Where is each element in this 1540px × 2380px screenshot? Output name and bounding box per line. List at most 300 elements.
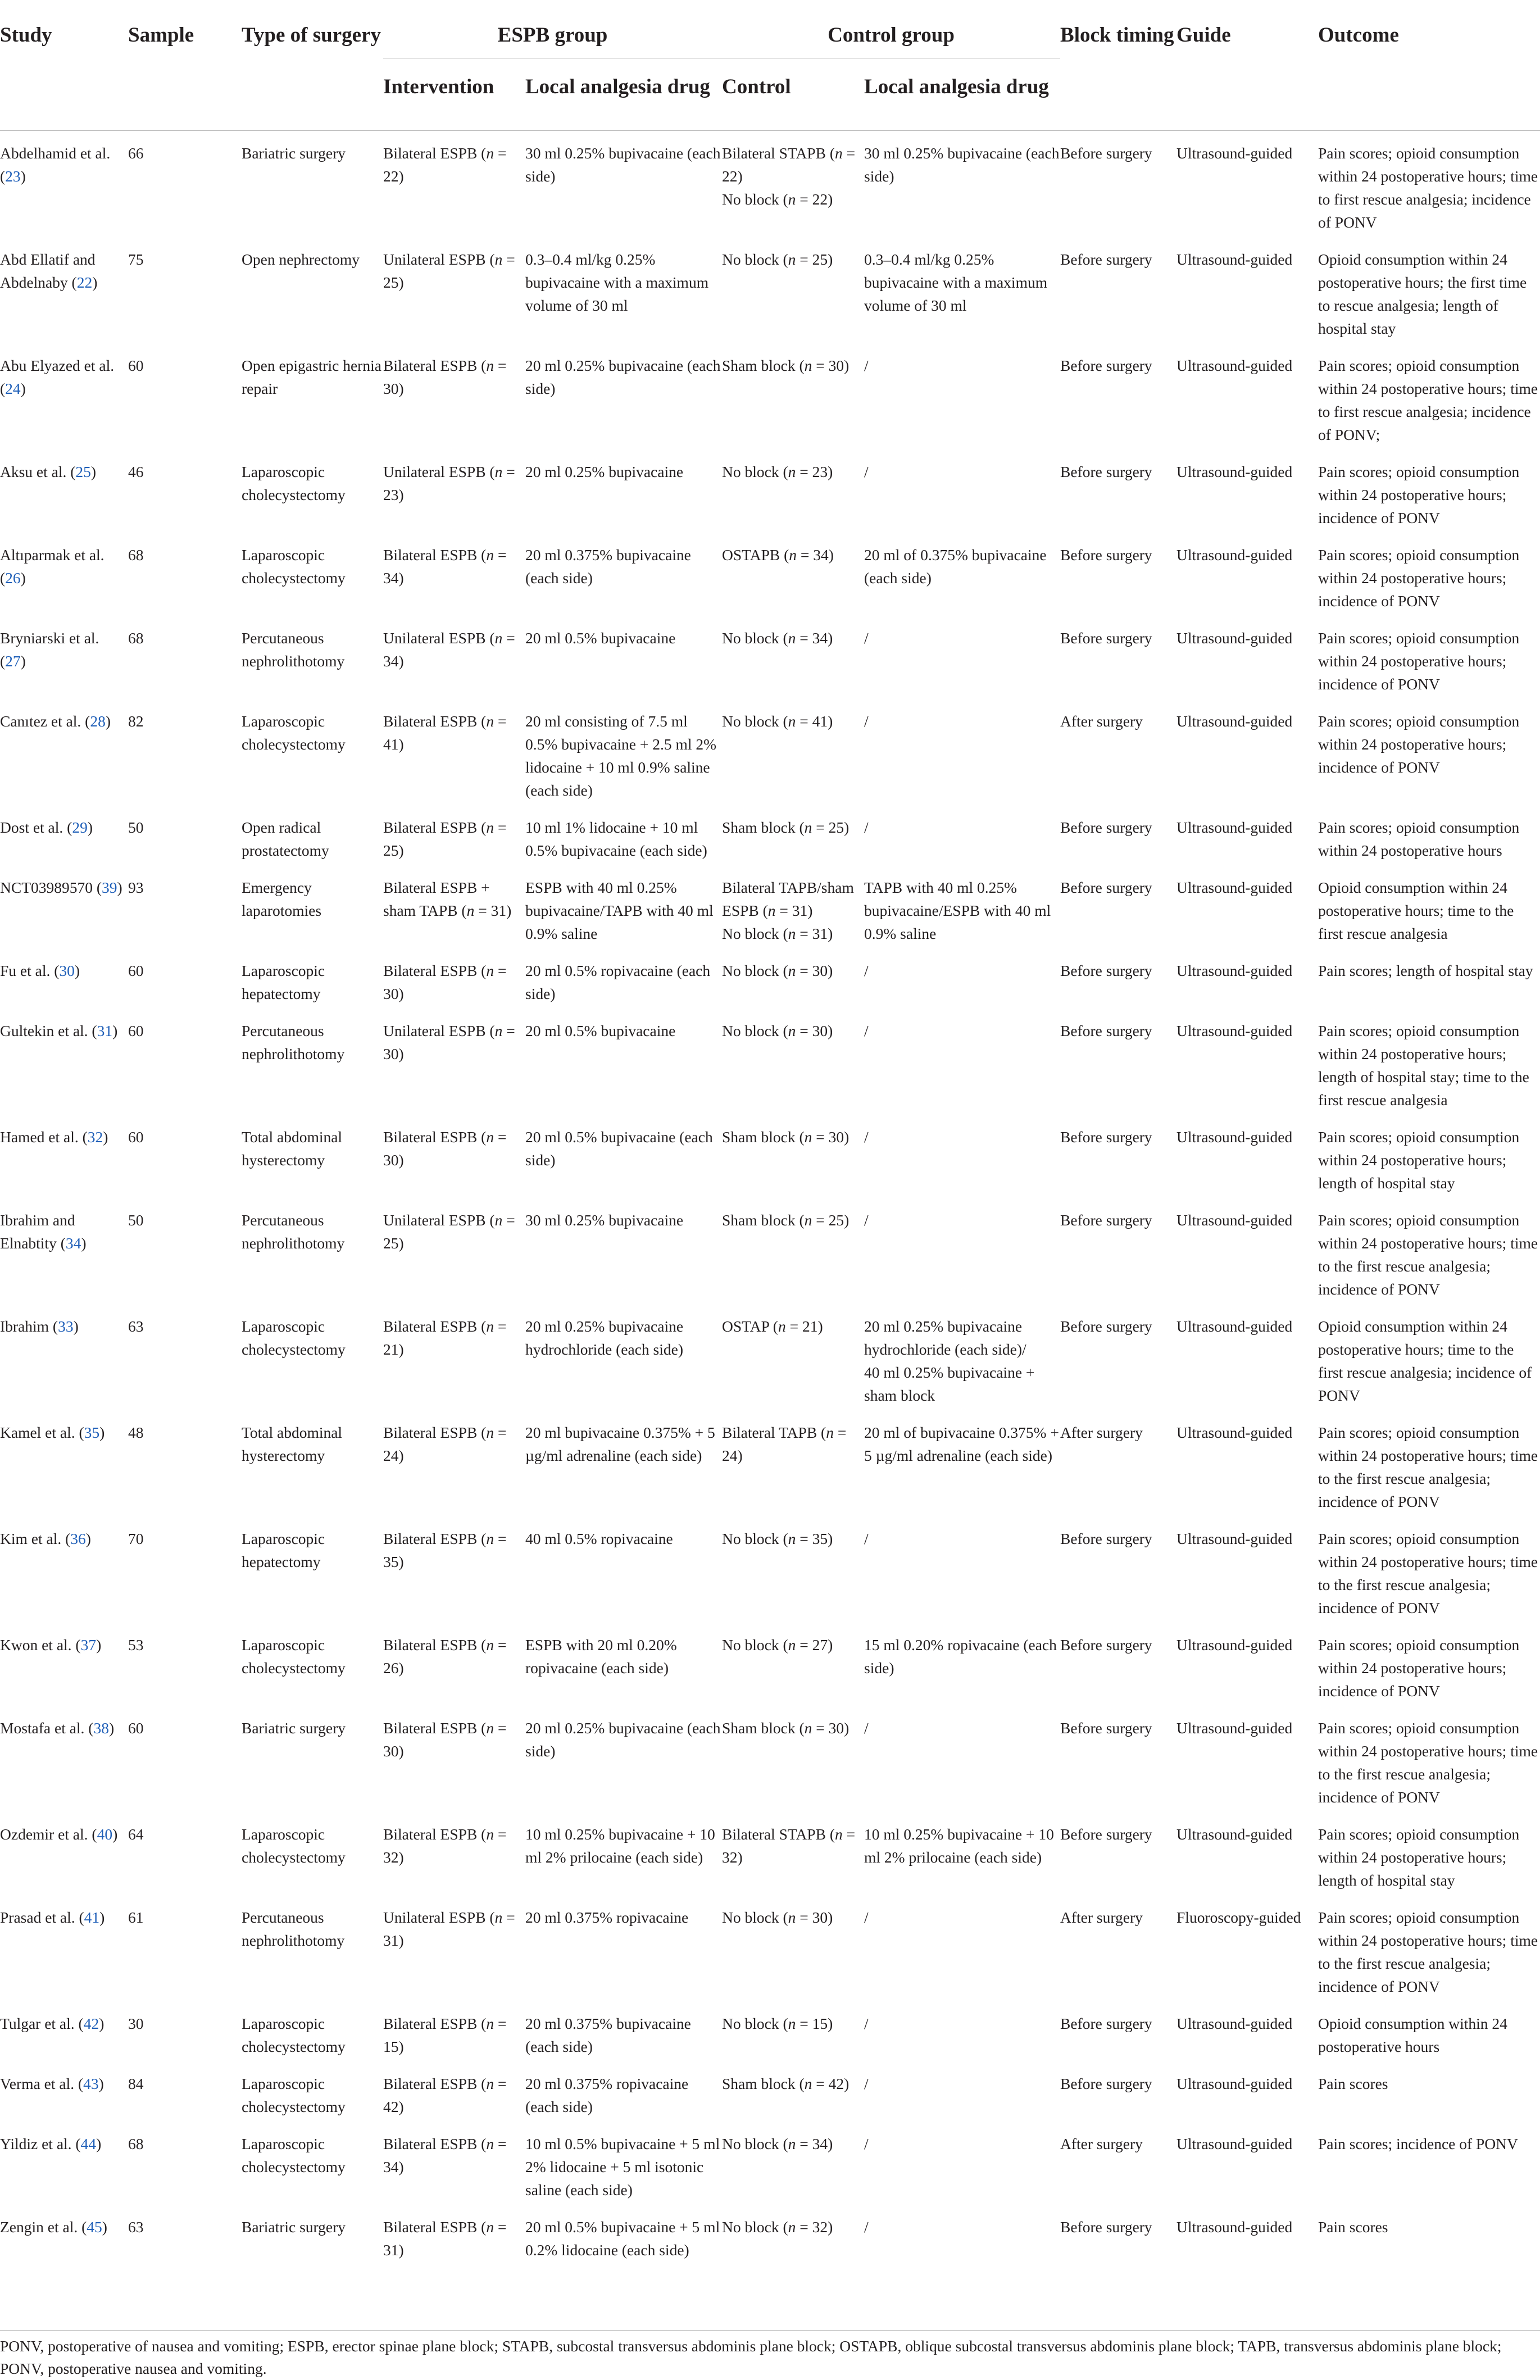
cell-control: Sham block (n = 30) — [722, 1719, 850, 1737]
cell-outcome: Pain scores; opioid consumption within 24 postoperative hours; length of hospital stay — [1318, 1825, 1520, 1889]
cell-study: Kwon et al. (37) — [0, 1636, 102, 1654]
table-row — [0, 1304, 1540, 1410]
cell-sample: 68 — [128, 2134, 144, 2152]
cell-ctrl-drug: / — [864, 629, 869, 647]
cell-timing: Before surgery — [1060, 356, 1152, 374]
cell-type: Bariatric surgery — [242, 1719, 346, 1737]
cell-control: Sham block (n = 25) — [722, 818, 850, 836]
cell-esp-drug: ESPB with 40 ml 0.25% bupivacaine/TAPB with 40 ml 0.9% saline — [525, 878, 714, 942]
cell-type: Bariatric surgery — [242, 144, 346, 162]
cell-esp-drug: 30 ml 0.25% bupivacaine — [525, 1211, 684, 1229]
cell-outcome: Pain scores; opioid consumption within 24 postoperative hours; time to the first rescue analgesia; incidence of PONV — [1318, 1529, 1538, 1616]
table-row — [0, 2001, 1540, 2061]
cell-study: Abu Elyazed et al. (24) — [0, 356, 115, 397]
cell-outcome: Pain scores; length of hospital stay — [1318, 961, 1533, 979]
cell-guide: Ultrasound-guided — [1176, 1211, 1293, 1229]
cell-type: Open epigastric hernia repair — [242, 356, 381, 397]
cell-control: Bilateral TAPB/sham ESPB (n = 31) No block (n = 31) — [722, 878, 854, 942]
cell-esp-drug: 20 ml 0.5% bupivacaine (each side) — [525, 1128, 713, 1169]
cell-guide: Ultrasound-guided — [1176, 356, 1293, 374]
reference-link[interactable]: 42 — [83, 2014, 99, 2032]
cell-sample: 68 — [128, 546, 144, 564]
cell-type: Laparoscopic cholecystectomy — [242, 2014, 346, 2055]
cell-timing: Before surgery — [1060, 878, 1152, 896]
cell-guide: Ultrasound-guided — [1176, 2074, 1293, 2092]
reference-link[interactable]: 41 — [84, 1908, 100, 1926]
table-row — [0, 2205, 1540, 2265]
table-row — [0, 1009, 1540, 1115]
reference-link[interactable]: 43 — [83, 2074, 99, 2092]
cell-ctrl-drug: / — [864, 1719, 869, 1737]
table-row — [0, 2122, 1540, 2205]
cell-ctrl-drug: / — [864, 2218, 869, 2236]
header-study: Study — [0, 0, 128, 130]
cell-timing: Before surgery — [1060, 1719, 1152, 1737]
reference-link[interactable]: 30 — [59, 961, 75, 979]
reference-link[interactable]: 44 — [80, 2134, 97, 2152]
cell-guide: Ultrasound-guided — [1176, 1529, 1293, 1547]
cell-esp-drug: ESPB with 20 ml 0.20% ropivacaine (each side) — [525, 1636, 677, 1677]
reference-link[interactable]: 35 — [84, 1423, 100, 1441]
cell-timing: Before surgery — [1060, 1636, 1152, 1654]
cell-timing: Before surgery — [1060, 1211, 1152, 1229]
header-block-timing: Block timing — [1060, 0, 1176, 130]
cell-ctrl-drug: 0.3–0.4 ml/kg 0.25% bupivacaine with a maximum volume of 30 ml — [864, 250, 1048, 314]
reference-link[interactable]: 32 — [87, 1128, 103, 1146]
cell-intervention: Bilateral ESPB (n = 34) — [383, 546, 507, 587]
cell-sample: 30 — [128, 2014, 144, 2032]
cell-control: No block (n = 35) — [722, 1529, 833, 1547]
header-outcome: Outcome — [1318, 0, 1540, 130]
cell-timing: Before surgery — [1060, 1317, 1152, 1335]
cell-timing: After surgery — [1060, 712, 1143, 730]
reference-link[interactable]: 27 — [5, 652, 21, 670]
cell-timing: After surgery — [1060, 1908, 1143, 1926]
cell-type: Open nephrectomy — [242, 250, 360, 268]
header-control: Control — [722, 58, 864, 130]
cell-timing: Before surgery — [1060, 2218, 1152, 2236]
cell-intervention: Bilateral ESPB (n = 42) — [383, 2074, 507, 2115]
cell-sample: 50 — [128, 1211, 144, 1229]
header-intervention: Intervention — [383, 58, 525, 130]
header-espb-group: ESPB group — [383, 0, 722, 58]
cell-outcome: Pain scores; opioid consumption within 24 postoperative hours; incidence of PONV — [1318, 712, 1520, 776]
cell-timing: Before surgery — [1060, 144, 1152, 162]
cell-outcome: Opioid consumption within 24 postoperative hours; time to the first rescue analgesia; incidence of PONV — [1318, 1317, 1532, 1404]
reference-link[interactable]: 38 — [93, 1719, 109, 1737]
cell-study: Zengin et al. (45) — [0, 2218, 107, 2236]
cell-intervention: Bilateral ESPB (n = 26) — [383, 1636, 507, 1677]
cell-guide: Ultrasound-guided — [1176, 1825, 1293, 1843]
cell-type: Laparoscopic cholecystectomy — [242, 462, 346, 503]
cell-control: No block (n = 34) — [722, 2134, 833, 2152]
header-control-group: Control group — [722, 0, 1060, 58]
table-footnote: PONV, postoperative of nausea and vomiting; ESPB, erector spinae plane block; STAPB, subcostal transversus abdominis plane block; OSTAPB, oblique subcostal transversus abdominis plane block; TAPB, transversus abdominis plane block; PONV, postoperative nausea and vomiting. — [0, 2330, 1540, 2380]
cell-study: Ibrahim (33) — [0, 1317, 79, 1335]
table-row — [0, 699, 1540, 805]
cell-outcome: Pain scores; opioid consumption within 24 postoperative hours; time to first rescue analgesia; incidence of PONV — [1318, 144, 1538, 231]
table-body — [0, 130, 1540, 2265]
cell-guide: Ultrasound-guided — [1176, 712, 1293, 730]
cell-esp-drug: 40 ml 0.5% ropivacaine — [525, 1529, 673, 1547]
cell-guide: Ultrasound-guided — [1176, 546, 1293, 564]
cell-control: No block (n = 15) — [722, 2014, 833, 2032]
cell-intervention: Bilateral ESPB (n = 34) — [383, 2134, 507, 2175]
cell-timing: Before surgery — [1060, 546, 1152, 564]
cell-control: OSTAPB (n = 34) — [722, 546, 834, 564]
table-row — [0, 865, 1540, 948]
cell-study: Ozdemir et al. (40) — [0, 1825, 118, 1843]
cell-study: Dost et al. (29) — [0, 818, 93, 836]
cell-ctrl-drug: TAPB with 40 ml 0.25% bupivacaine/ESPB with 40 ml 0.9% saline — [864, 878, 1051, 942]
cell-ctrl-drug: / — [864, 712, 869, 730]
table-row — [0, 1410, 1540, 1516]
cell-timing: Before surgery — [1060, 1825, 1152, 1843]
cell-sample: 48 — [128, 1423, 144, 1441]
cell-intervention: Bilateral ESPB (n = 32) — [383, 1825, 507, 1866]
cell-type: Laparoscopic cholecystectomy — [242, 2074, 346, 2115]
cell-control: No block (n = 27) — [722, 1636, 833, 1654]
cell-intervention: Bilateral ESPB (n = 30) — [383, 356, 507, 397]
cell-sample: 60 — [128, 1021, 144, 1039]
cell-guide: Ultrasound-guided — [1176, 2218, 1293, 2236]
cell-type: Bariatric surgery — [242, 2218, 346, 2236]
cell-study: Canıtez et al. (28) — [0, 712, 111, 730]
cell-esp-drug: 20 ml 0.25% bupivacaine — [525, 462, 684, 480]
table-row — [0, 616, 1540, 699]
cell-control: Sham block (n = 30) — [722, 356, 850, 374]
cell-outcome: Pain scores; opioid consumption within 24 postoperative hours; incidence of PONV — [1318, 1636, 1520, 1700]
cell-intervention: Bilateral ESPB (n = 41) — [383, 712, 507, 753]
table-row — [0, 343, 1540, 449]
cell-outcome: Pain scores; opioid consumption within 24 postoperative hours; incidence of PONV — [1318, 629, 1520, 693]
cell-esp-drug: 20 ml 0.5% bupivacaine — [525, 1021, 676, 1039]
cell-type: Percutaneous nephrolithotomy — [242, 1021, 345, 1062]
cell-type: Laparoscopic hepatectomy — [242, 961, 325, 1002]
cell-sample: 60 — [128, 1719, 144, 1737]
cell-control: No block (n = 32) — [722, 2218, 833, 2236]
cell-intervention: Unilateral ESPB (n = 25) — [383, 250, 515, 291]
cell-study: Altıparmak et al. (26) — [0, 546, 105, 587]
reference-link[interactable]: 24 — [5, 379, 21, 397]
cell-control: No block (n = 30) — [722, 1908, 833, 1926]
reference-link[interactable]: 40 — [97, 1825, 113, 1843]
header-sample: Sample — [128, 0, 242, 130]
cell-study: Hamed et al. (32) — [0, 1128, 108, 1146]
cell-guide: Ultrasound-guided — [1176, 1636, 1293, 1654]
table-row — [0, 1115, 1540, 1198]
cell-study: Yildiz et al. (44) — [0, 2134, 102, 2152]
cell-type: Laparoscopic cholecystectomy — [242, 712, 346, 753]
cell-sample: 60 — [128, 356, 144, 374]
cell-intervention: Bilateral ESPB (n = 30) — [383, 1128, 507, 1169]
cell-sample: 63 — [128, 1317, 144, 1335]
cell-control: No block (n = 30) — [722, 961, 833, 979]
table-row — [0, 1623, 1540, 1706]
header-guide: Guide — [1176, 0, 1318, 130]
cell-esp-drug: 20 ml consisting of 7.5 ml 0.5% bupivacaine + 2.5 ml 2% lidocaine + 10 ml 0.9% saline (each side) — [525, 712, 717, 799]
cell-intervention: Unilateral ESPB (n = 23) — [383, 462, 515, 503]
table-row — [0, 1812, 1540, 1895]
cell-intervention: Bilateral ESPB (n = 24) — [383, 1423, 507, 1464]
cell-esp-drug: 20 ml 0.5% bupivacaine — [525, 629, 676, 647]
cell-sample: 46 — [128, 462, 144, 480]
cell-study: Fu et al. (30) — [0, 961, 80, 979]
cell-study: Abdelhamid et al. (23) — [0, 144, 111, 185]
cell-control: Bilateral STAPB (n = 32) — [722, 1825, 856, 1866]
cell-guide: Ultrasound-guided — [1176, 2134, 1293, 2152]
cell-outcome: Pain scores; opioid consumption within 24 postoperative hours; time to the first rescue analgesia; incidence of PONV — [1318, 1908, 1538, 1995]
cell-type: Percutaneous nephrolithotomy — [242, 1908, 345, 1949]
cell-outcome: Pain scores — [1318, 2218, 1388, 2236]
table-row — [0, 1516, 1540, 1623]
cell-control: No block (n = 30) — [722, 1021, 833, 1039]
cell-esp-drug: 20 ml 0.5% bupivacaine + 5 ml 0.2% lidocaine (each side) — [525, 2218, 720, 2259]
header-type-of-surgery: Type of surgery — [242, 0, 383, 130]
cell-sample: 53 — [128, 1636, 144, 1654]
cell-ctrl-drug: / — [864, 2014, 869, 2032]
table-row — [0, 805, 1540, 865]
cell-type: Laparoscopic hepatectomy — [242, 1529, 325, 1570]
cell-outcome: Opioid consumption within 24 postoperative hours; time to the first rescue analgesia — [1318, 878, 1514, 942]
table-row — [0, 1706, 1540, 1812]
cell-outcome: Pain scores; opioid consumption within 24 postoperative hours; length of hospital stay; time to the first rescue analgesia — [1318, 1021, 1529, 1109]
cell-timing: Before surgery — [1060, 629, 1152, 647]
cell-control: Sham block (n = 42) — [722, 2074, 850, 2092]
cell-timing: After surgery — [1060, 1423, 1143, 1441]
cell-guide: Ultrasound-guided — [1176, 250, 1293, 268]
cell-outcome: Opioid consumption within 24 postoperative hours; the first time to rescue analgesia; length of hospital stay — [1318, 250, 1527, 337]
cell-esp-drug: 10 ml 0.5% bupivacaine + 5 ml 2% lidocaine + 5 ml isotonic saline (each side) — [525, 2134, 720, 2199]
cell-guide: Ultrasound-guided — [1176, 1423, 1293, 1441]
reference-link[interactable]: 23 — [5, 167, 21, 185]
cell-sample: 66 — [128, 144, 144, 162]
reference-link[interactable]: 26 — [5, 569, 21, 587]
cell-type: Laparoscopic cholecystectomy — [242, 546, 346, 587]
cell-study: Tulgar et al. (42) — [0, 2014, 105, 2032]
cell-guide: Ultrasound-guided — [1176, 629, 1293, 647]
cell-study: Kamel et al. (35) — [0, 1423, 105, 1441]
cell-type: Percutaneous nephrolithotomy — [242, 629, 345, 670]
cell-sample: 63 — [128, 2218, 144, 2236]
cell-sample: 61 — [128, 1908, 144, 1926]
cell-ctrl-drug: / — [864, 1211, 869, 1229]
cell-timing: Before surgery — [1060, 250, 1152, 268]
cell-esp-drug: 20 ml 0.25% bupivacaine hydrochloride (each side) — [525, 1317, 684, 1358]
cell-guide: Ultrasound-guided — [1176, 1719, 1293, 1737]
table-row — [0, 533, 1540, 616]
reference-link[interactable]: 31 — [97, 1021, 113, 1039]
cell-esp-drug: 10 ml 0.25% bupivacaine + 10 ml 2% prilocaine (each side) — [525, 1825, 715, 1866]
cell-ctrl-drug: / — [864, 462, 869, 480]
cell-outcome: Pain scores; opioid consumption within 24 postoperative hours; time to the first rescue analgesia; incidence of PONV — [1318, 1719, 1538, 1806]
cell-study: Kim et al. (36) — [0, 1529, 91, 1547]
cell-intervention: Bilateral ESPB (n = 31) — [383, 2218, 507, 2259]
cell-intervention: Bilateral ESPB + sham TAPB (n = 31) — [383, 878, 512, 919]
cell-ctrl-drug: / — [864, 1021, 869, 1039]
cell-sample: 50 — [128, 818, 144, 836]
cell-study: NCT03989570 (39) — [0, 878, 122, 896]
cell-timing: Before surgery — [1060, 462, 1152, 480]
cell-study: Aksu et al. (25) — [0, 462, 97, 480]
cell-ctrl-drug: / — [864, 818, 869, 836]
cell-study: Prasad et al. (41) — [0, 1908, 105, 1926]
cell-guide: Ultrasound-guided — [1176, 462, 1293, 480]
cell-control: No block (n = 34) — [722, 629, 833, 647]
cell-study: Abd Ellatif and Abdelnaby (22) — [0, 250, 98, 291]
cell-study: Verma et al. (43) — [0, 2074, 104, 2092]
cell-ctrl-drug: / — [864, 1908, 869, 1926]
cell-study: Gultekin et al. (31) — [0, 1021, 118, 1039]
cell-intervention: Unilateral ESPB (n = 34) — [383, 629, 515, 670]
reference-link[interactable]: 29 — [72, 818, 88, 836]
reference-link[interactable]: 36 — [70, 1529, 86, 1547]
cell-timing: After surgery — [1060, 2134, 1143, 2152]
cell-guide: Ultrasound-guided — [1176, 961, 1293, 979]
cell-esp-drug: 20 ml 0.375% ropivacaine (each side) — [525, 2074, 689, 2115]
cell-outcome: Pain scores; opioid consumption within 24 postoperative hours; time to first rescue analgesia; incidence of PONV; — [1318, 356, 1538, 443]
cell-type: Laparoscopic cholecystectomy — [242, 1317, 346, 1358]
cell-ctrl-drug: 15 ml 0.20% ropivacaine (each side) — [864, 1636, 1057, 1677]
table-row — [0, 1895, 1540, 2001]
cell-ctrl-drug: / — [864, 1128, 869, 1146]
cell-control: Sham block (n = 25) — [722, 1211, 850, 1229]
cell-sample: 84 — [128, 2074, 144, 2092]
cell-timing: Before surgery — [1060, 1128, 1152, 1146]
cell-ctrl-drug: 20 ml of 0.375% bupivacaine (each side) — [864, 546, 1047, 587]
cell-ctrl-drug: / — [864, 2134, 869, 2152]
cell-intervention: Bilateral ESPB (n = 30) — [383, 1719, 507, 1760]
cell-intervention: Bilateral ESPB (n = 35) — [383, 1529, 507, 1570]
cell-timing: Before surgery — [1060, 1529, 1152, 1547]
cell-esp-drug: 20 ml 0.25% bupivacaine (each side) — [525, 1719, 721, 1760]
cell-control: No block (n = 41) — [722, 712, 833, 730]
cell-guide: Ultrasound-guided — [1176, 1021, 1293, 1039]
cell-sample: 82 — [128, 712, 144, 730]
reference-link[interactable]: 39 — [102, 878, 117, 896]
cell-ctrl-drug: 20 ml 0.25% bupivacaine hydrochloride (each side)/ 40 ml 0.25% bupivacaine + sham block — [864, 1317, 1035, 1404]
cell-type: Laparoscopic cholecystectomy — [242, 1636, 346, 1677]
reference-link[interactable]: 37 — [80, 1636, 97, 1654]
cell-timing: Before surgery — [1060, 818, 1152, 836]
reference-link[interactable]: 25 — [75, 462, 91, 480]
cell-type: Open radical prostatectomy — [242, 818, 329, 859]
cell-esp-drug: 20 ml 0.375% bupivacaine (each side) — [525, 2014, 691, 2055]
cell-guide: Ultrasound-guided — [1176, 878, 1293, 896]
cell-type: Laparoscopic cholecystectomy — [242, 1825, 346, 1866]
cell-sample: 60 — [128, 1128, 144, 1146]
cell-ctrl-drug: 30 ml 0.25% bupivacaine (each side) — [864, 144, 1060, 185]
cell-study: Mostafa et al. (38) — [0, 1719, 115, 1737]
reference-link[interactable]: 28 — [90, 712, 106, 730]
cell-study: Bryniarski et al. (27) — [0, 629, 99, 670]
cell-control: Sham block (n = 30) — [722, 1128, 850, 1146]
cell-sample: 68 — [128, 629, 144, 647]
table-row — [0, 1198, 1540, 1304]
cell-intervention: Unilateral ESPB (n = 25) — [383, 1211, 515, 1252]
cell-guide: Ultrasound-guided — [1176, 818, 1293, 836]
cell-esp-drug: 10 ml 1% lidocaine + 10 ml 0.5% bupivacaine (each side) — [525, 818, 707, 859]
cell-outcome: Pain scores; opioid consumption within 24 postoperative hours; incidence of PONV — [1318, 462, 1520, 526]
cell-guide: Ultrasound-guided — [1176, 2014, 1293, 2032]
table-row — [0, 237, 1540, 343]
cell-intervention: Bilateral ESPB (n = 15) — [383, 2014, 507, 2055]
table-row — [0, 2061, 1540, 2122]
cell-outcome: Pain scores; opioid consumption within 24 postoperative hours; time to the first rescue analgesia; incidence of PONV — [1318, 1423, 1538, 1510]
cell-timing: Before surgery — [1060, 961, 1152, 979]
cell-esp-drug: 20 ml 0.5% ropivacaine (each side) — [525, 961, 711, 1002]
cell-intervention: Bilateral ESPB (n = 21) — [383, 1317, 507, 1358]
table-header — [0, 0, 1540, 130]
header-espb-local-analgesia-drug: Local analgesia drug — [525, 58, 722, 130]
cell-study: Ibrahim and Elnabtity (34) — [0, 1211, 87, 1252]
cell-guide: Fluoroscopy-guided — [1176, 1908, 1301, 1926]
cell-ctrl-drug: / — [864, 356, 869, 374]
cell-esp-drug: 0.3–0.4 ml/kg 0.25% bupivacaine with a maximum volume of 30 ml — [525, 250, 709, 314]
reference-link[interactable]: 33 — [58, 1317, 74, 1335]
reference-link[interactable]: 34 — [65, 1234, 81, 1252]
cell-type: Laparoscopic cholecystectomy — [242, 2134, 346, 2175]
cell-ctrl-drug: / — [864, 2074, 869, 2092]
table-row — [0, 449, 1540, 533]
cell-type: Total abdominal hysterectomy — [242, 1128, 343, 1169]
cell-guide: Ultrasound-guided — [1176, 1317, 1293, 1335]
cell-type: Percutaneous nephrolithotomy — [242, 1211, 345, 1252]
cell-esp-drug: 20 ml 0.375% bupivacaine (each side) — [525, 546, 691, 587]
cell-sample: 75 — [128, 250, 144, 268]
cell-esp-drug: 20 ml 0.375% ropivacaine — [525, 1908, 689, 1926]
cell-sample: 60 — [128, 961, 144, 979]
cell-type: Emergency laparotomies — [242, 878, 322, 919]
cell-intervention: Unilateral ESPB (n = 30) — [383, 1021, 515, 1062]
cell-ctrl-drug: 10 ml 0.25% bupivacaine + 10 ml 2% prilocaine (each side) — [864, 1825, 1054, 1866]
cell-ctrl-drug: / — [864, 961, 869, 979]
cell-esp-drug: 20 ml 0.25% bupivacaine (each side) — [525, 356, 721, 397]
cell-outcome: Pain scores; opioid consumption within 24 postoperative hours; length of hospital stay — [1318, 1128, 1520, 1192]
cell-outcome: Opioid consumption within 24 postoperative hours — [1318, 2014, 1507, 2055]
cell-timing: Before surgery — [1060, 2014, 1152, 2032]
cell-guide: Ultrasound-guided — [1176, 144, 1293, 162]
cell-control: OSTAP (n = 21) — [722, 1317, 823, 1335]
cell-timing: Before surgery — [1060, 1021, 1152, 1039]
cell-outcome: Pain scores — [1318, 2074, 1388, 2092]
cell-control: No block (n = 25) — [722, 250, 833, 268]
cell-outcome: Pain scores; opioid consumption within 24 postoperative hours; incidence of PONV — [1318, 546, 1520, 610]
cell-sample: 64 — [128, 1825, 144, 1843]
cell-outcome: Pain scores; incidence of PONV — [1318, 2134, 1518, 2152]
reference-link[interactable]: 22 — [76, 273, 93, 291]
header-control-local-analgesia-drug: Local analgesia drug — [864, 58, 1060, 130]
cell-intervention: Bilateral ESPB (n = 25) — [383, 818, 507, 859]
cell-timing: Before surgery — [1060, 2074, 1152, 2092]
table-row — [0, 948, 1540, 1009]
cell-control: Bilateral STAPB (n = 22) No block (n = 22) — [722, 144, 856, 208]
table-row — [0, 130, 1540, 237]
cell-type: Total abdominal hysterectomy — [242, 1423, 343, 1464]
cell-ctrl-drug: / — [864, 1529, 869, 1547]
reference-link[interactable]: 45 — [87, 2218, 102, 2236]
cell-esp-drug: 20 ml bupivacaine 0.375% + 5 µg/ml adrenaline (each side) — [525, 1423, 715, 1464]
cell-intervention: Bilateral ESPB (n = 30) — [383, 961, 507, 1002]
cell-control: Bilateral TAPB (n = 24) — [722, 1423, 847, 1464]
cell-intervention: Unilateral ESPB (n = 31) — [383, 1908, 515, 1949]
cell-ctrl-drug: 20 ml of bupivacaine 0.375% + 5 µg/ml adrenaline (each side) — [864, 1423, 1059, 1464]
cell-intervention: Bilateral ESPB (n = 22) — [383, 144, 507, 185]
cell-esp-drug: 30 ml 0.25% bupivacaine (each side) — [525, 144, 721, 185]
cell-outcome: Pain scores; opioid consumption within 24 postoperative hours — [1318, 818, 1520, 859]
cell-sample: 93 — [128, 878, 144, 896]
cell-control: No block (n = 23) — [722, 462, 833, 480]
